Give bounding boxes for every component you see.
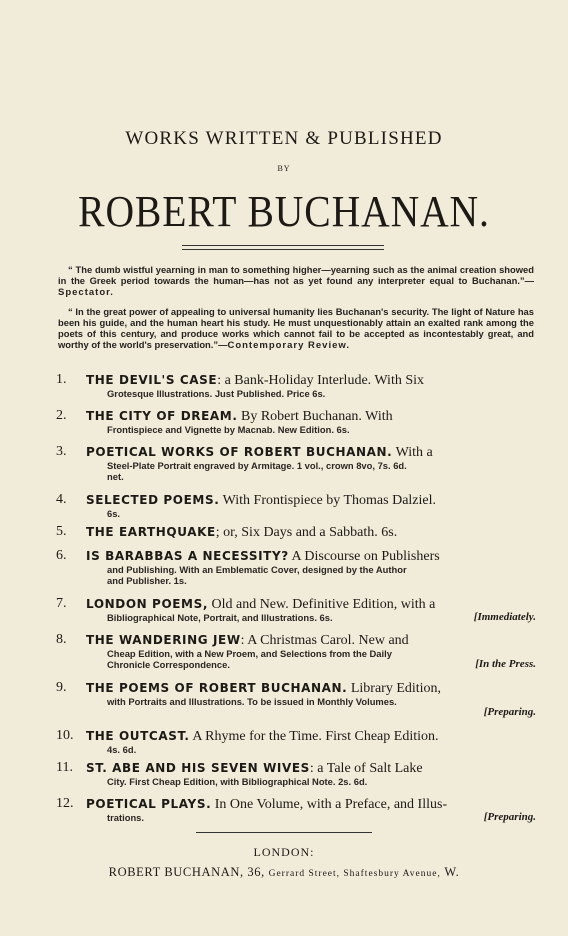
work-number: 10.	[56, 728, 74, 743]
press-quote	[58, 306, 534, 351]
work-number: 4.	[56, 492, 67, 507]
quote-source: Spectator.	[58, 287, 114, 298]
work-detail: 4s. 6d.	[107, 744, 137, 755]
work-description: With a	[392, 445, 433, 460]
quote-source: Contemporary Review.	[227, 340, 351, 351]
work-status-note: [Preparing.	[483, 811, 536, 823]
work-detail: Chronicle Correspondence.	[107, 659, 230, 670]
work-number: 12.	[56, 796, 74, 811]
work-title-line	[86, 548, 536, 565]
work-status-note: [In the Press.	[475, 658, 536, 670]
work-title: ST. ABE AND HIS SEVEN WIVES	[86, 761, 310, 775]
work-description: A Discourse on Publishers	[288, 549, 440, 564]
work-title-line	[86, 680, 536, 697]
publisher-name: ROBERT BUCHANAN, 36,	[108, 865, 265, 879]
work-title-line	[86, 524, 536, 541]
work-number: 6.	[56, 548, 67, 563]
work-title: THE EARTHQUAKE	[86, 525, 216, 539]
work-detail: 6s.	[107, 508, 121, 519]
work-title: IS BARABBAS A NECESSITY?	[86, 549, 289, 563]
page-heading: WORKS WRITTEN & PUBLISHED	[125, 128, 443, 149]
work-title-line	[86, 596, 536, 613]
work-title-line	[86, 728, 536, 745]
work-title: THE CITY OF DREAM.	[86, 409, 238, 423]
work-title-line	[86, 408, 536, 425]
work-status-note: [Immediately.	[473, 611, 536, 623]
work-title: THE OUTCAST.	[86, 729, 190, 743]
publisher-city: LONDON:	[253, 845, 315, 859]
work-description: By Robert Buchanan. With	[237, 409, 393, 424]
work-detail: trations.	[107, 812, 144, 823]
work-description: Library Edition,	[347, 681, 442, 696]
publisher-street: Gerrard Street, Shaftesbury Avenue,	[268, 869, 441, 879]
publisher-address	[0, 865, 568, 880]
work-title: SELECTED POEMS.	[86, 493, 220, 507]
work-description: A Rhyme for the Time. First Cheap Edition.	[189, 729, 439, 744]
work-description: : A Christmas Carol. New and	[240, 633, 409, 648]
work-title: POETICAL PLAYS.	[86, 797, 212, 811]
work-detail: Cheap Edition, with a New Proem, and Selections from the Daily	[107, 648, 392, 659]
work-title: THE POEMS OF ROBERT BUCHANAN.	[86, 681, 348, 695]
work-title: LONDON POEMS,	[86, 597, 208, 611]
work-title-line	[86, 632, 536, 649]
publisher-district: W.	[444, 865, 460, 879]
work-description: : a Bank-Holiday Interlude. With Six	[217, 373, 425, 388]
work-number: 2.	[56, 408, 67, 423]
quote-text: “ In the great power of appealing to universal humanity lies Buchanan's security. The light of Nature has been his guide, and the human heart his study. He must unquestionably attain an exalted rank among the poets of this century, and produce works which cannot fail to be accepted as incontestably great, and worthy of the world's preservation.”—	[58, 306, 534, 350]
work-detail: Bibliographical Note, Portrait, and Illustrations. 6s.	[107, 612, 333, 623]
work-number: 1.	[56, 372, 67, 387]
work-description: Old and New. Definitive Edition, with a	[207, 597, 436, 612]
work-detail: and Publishing. With an Emblematic Cover, designed by the Author	[107, 564, 407, 575]
double-rule-divider	[182, 245, 384, 250]
work-number: 5.	[56, 524, 67, 539]
work-title-line	[86, 372, 536, 389]
work-title: THE DEVIL'S CASE	[86, 373, 218, 387]
author-name: ROBERT BUCHANAN.	[78, 187, 490, 236]
work-number: 9.	[56, 680, 67, 695]
work-detail: net.	[107, 471, 124, 482]
work-description: With Frontispiece by Thomas Dalziel.	[219, 493, 437, 508]
press-quote	[58, 264, 534, 298]
work-number: 7.	[56, 596, 67, 611]
work-description: In One Volume, with a Preface, and Illus-	[211, 797, 448, 812]
work-status-note: [Preparing.	[483, 706, 536, 718]
single-rule-divider	[196, 832, 372, 833]
work-title-line	[86, 444, 536, 461]
work-number: 11.	[56, 760, 73, 775]
work-number: 3.	[56, 444, 67, 459]
work-detail: Frontispiece and Vignette by Macnab. New Edition. 6s.	[107, 424, 350, 435]
work-detail: with Portraits and Illustrations. To be issued in Monthly Volumes.	[107, 696, 397, 707]
work-description: : a Tale of Salt Lake	[309, 761, 423, 776]
work-title-line	[86, 760, 536, 777]
work-title-line	[86, 492, 536, 509]
work-title-line	[86, 796, 536, 813]
work-detail: and Publisher. 1s.	[107, 575, 187, 586]
work-title: THE WANDERING JEW	[86, 633, 241, 647]
work-title: POETICAL WORKS OF ROBERT BUCHANAN.	[86, 445, 393, 459]
by-line: BY	[277, 164, 291, 173]
work-number: 8.	[56, 632, 67, 647]
work-detail: Steel-Plate Portrait engraved by Armitage. 1 vol., crown 8vo, 7s. 6d.	[107, 460, 407, 471]
work-description: ; or, Six Days and a Sabbath. 6s.	[215, 525, 398, 540]
quote-text: “ The dumb wistful yearning in man to something higher—yearning such as the animal creation showed in the Greek period towards the human—has not as yet found any interpreter equal to Buchanan.”—	[58, 264, 534, 286]
work-detail: Grotesque Illustrations. Just Published. Price 6s.	[107, 388, 326, 399]
work-detail: City. First Cheap Edition, with Bibliographical Note. 2s. 6d.	[107, 776, 368, 787]
